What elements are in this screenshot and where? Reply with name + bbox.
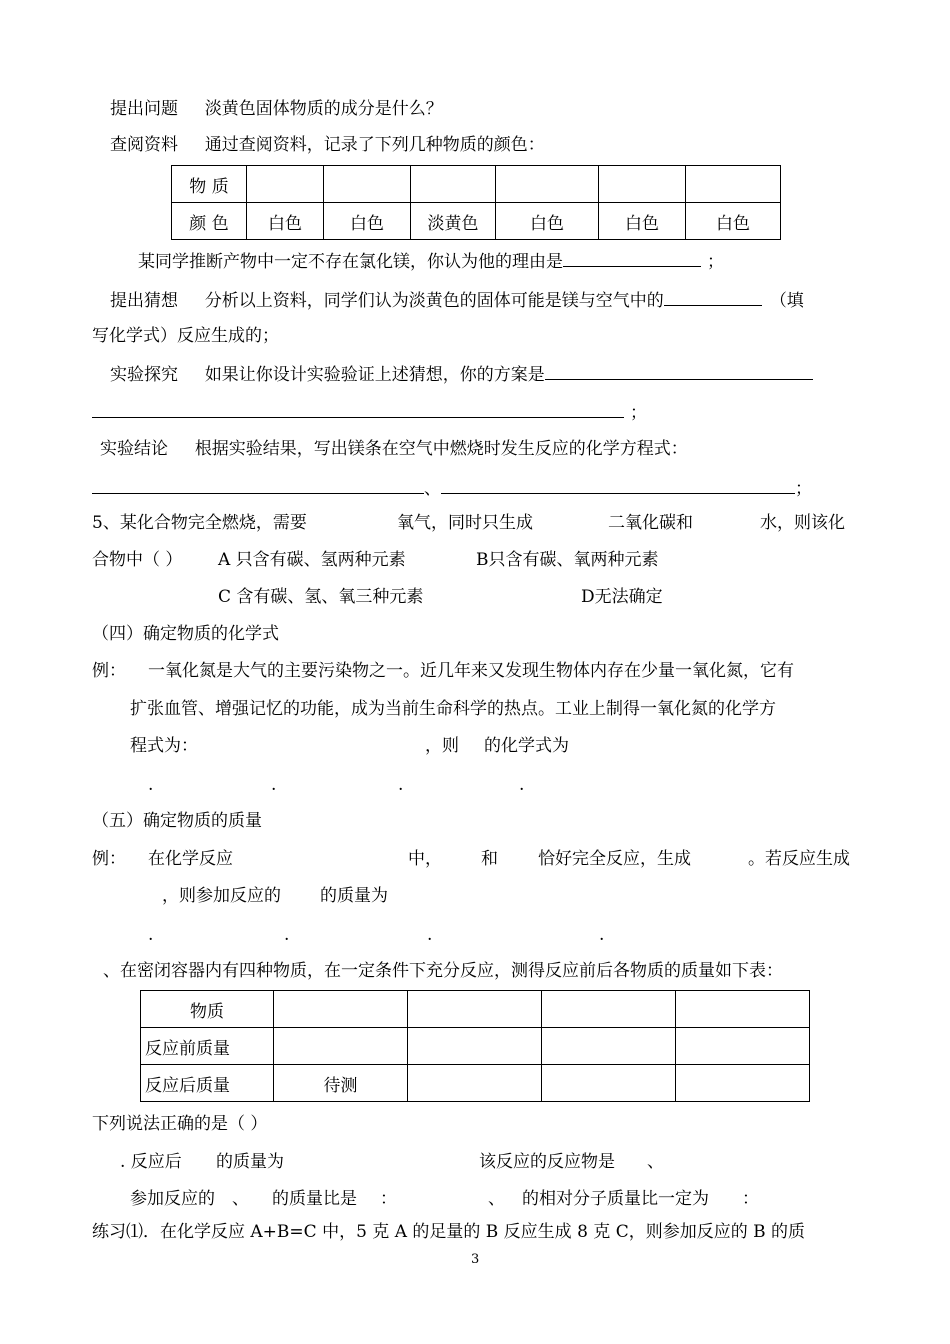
example-label: 例： [92,849,126,869]
table-cell [542,1065,676,1102]
option-dot: . [519,775,525,795]
semicolon: ； [795,479,812,499]
experiment-line [110,362,813,387]
part5-text: 。若反应生成 [748,849,850,869]
part5-text: 在化学反应 [148,849,233,869]
part4-line-2: 扩张血管、增强记忆的功能，成为当前生命科学的热点。工业上制得一氧化氮的化学方 [130,699,776,719]
table-cell [324,166,411,203]
table-cell: 白色 [599,203,686,240]
q6-text: 、 [647,1152,664,1172]
option-dot: . [599,925,605,945]
conclusion-label: 实验结论 [100,439,168,459]
part4-text: 程式为： [130,736,198,756]
part5-text: 和 [481,849,498,869]
q6-question: 下列说法正确的是（ ） [92,1114,268,1134]
option-dot: . [427,925,433,945]
table-cell [686,166,781,203]
q6-text: 的质量为 [216,1152,284,1172]
table-row [141,991,810,1028]
part4-text: 一氧化氮是大气的主要污染物之一。近几年来又发现生物体内存在少量一氧化氮，它有 [148,661,794,681]
table-cell: 待测 [274,1065,408,1102]
q5-text: 氧气，同时只生成 [397,513,533,533]
q6-text: ： [380,1189,397,1209]
q6-text: 参加反应的 [130,1189,215,1209]
table-cell [676,1028,810,1065]
table-cell [408,1028,542,1065]
table-cell [408,991,542,1028]
answer-blank[interactable] [664,288,762,306]
table-cell [411,166,496,203]
table-cell [247,166,324,203]
option-dot: . [148,775,154,795]
table-cell [542,991,676,1028]
guess-label: 提出猜想 [110,291,178,311]
q5-text: 5、某化合物完全燃烧，需要 [92,513,307,533]
ask-label: 提出问题 [110,99,178,119]
table-cell: 反应后质量 [141,1065,274,1102]
q5-text: 二氧化碳和 [608,513,693,533]
experiment-label: 实验探究 [110,365,178,385]
practice-line: 练习⑴．在化学反应 A+B=C 中，5 克 A 的足量的 B 反应生成 8 克 C，则参加反应的 B 的质 [92,1222,806,1242]
part5-heading: （五）确定物质的质量 [92,811,262,831]
conclusion-text: 根据实验结果，写出镁条在空气中燃烧时发生反应的化学方程式： [194,439,688,459]
experiment-line-2 [92,400,647,425]
conclusion-line-2 [92,476,812,501]
experiment-text: 如果让你设计实验验证上述猜想，你的方案是 [204,365,545,385]
table-cell [274,991,408,1028]
infer-line [138,249,724,274]
table-cell [274,1028,408,1065]
table-cell [408,1065,542,1102]
table-cell: 反应前质量 [141,1028,274,1065]
part5-text: 恰好完全反应，生成 [538,849,691,869]
q5-text: 水，则该化 [760,513,845,533]
answer-blank[interactable] [441,476,795,494]
example-label: 例： [92,661,126,681]
page-number: 3 [471,1252,480,1267]
table-cell: 白色 [686,203,781,240]
answer-blank[interactable] [92,400,624,418]
part5-text: 中， [408,849,442,869]
table-cell [676,991,810,1028]
color-table [171,165,781,240]
option-dot: . [284,925,290,945]
option-dot: . [148,925,154,945]
table-cell [496,166,599,203]
q6-text: . 反应后 [120,1152,182,1172]
semicolon: ； [630,403,647,423]
ask-line [110,97,443,121]
table-cell: 白色 [324,203,411,240]
q6-text: 的相对分子质量比一定为 [522,1189,709,1209]
table-row [141,1028,810,1065]
table-cell [599,166,686,203]
q6-text: ： [742,1189,759,1209]
semicolon: ； [707,252,724,272]
q6-text: 、 [488,1189,505,1209]
ask-text: 淡黄色固体物质的成分是什么？ [204,99,443,119]
answer-blank[interactable] [545,362,813,380]
part4-text: 的化学式为 [484,736,569,756]
table-cell [676,1065,810,1102]
table-row [172,166,781,203]
table-row [141,1065,810,1102]
answer-blank[interactable] [92,476,424,494]
option-dot: . [398,775,404,795]
table-cell: 物质 [141,991,274,1028]
table-row [172,203,781,240]
table-cell: 白色 [247,203,324,240]
q5-option-d: D无法确定 [581,587,663,607]
q6-intro: 、在密闭容器内有四种物质，在一定条件下充分反应，测得反应前后各物质的质量如下表： [103,961,783,981]
q5-option-a: A 只含有碳、氢两种元素 [218,550,406,570]
part4-text: ，则 [425,736,459,756]
lookup-text: 通过查阅资料，记录了下列几种物质的颜色： [204,135,545,155]
comma: 、 [424,479,441,499]
mass-table [140,990,810,1102]
conclusion-line [100,437,688,461]
q6-text: 、 [232,1189,249,1209]
guess-line-2: 写化学式）反应生成的； [92,326,279,346]
table-cell: 白色 [496,203,599,240]
lookup-label: 查阅资料 [110,135,178,155]
table-cell: 淡黄色 [411,203,496,240]
table-cell: 物 质 [172,166,247,203]
option-dot: . [271,775,277,795]
infer-text: 某同学推断产物中一定不存在氯化镁，你认为他的理由是 [138,252,563,272]
part4-heading: （四）确定物质的化学式 [92,624,279,644]
guess-tail: （填 [769,291,804,311]
guess-line [110,288,804,313]
table-cell: 颜 色 [172,203,247,240]
q5-text: 合物中（ ） [92,550,183,570]
q5-option-b: B只含有碳、氧两种元素 [476,550,659,570]
lookup-line [110,133,545,157]
part5-text: 的质量为 [320,886,388,906]
q6-text: 的质量比是 [272,1189,357,1209]
answer-blank[interactable] [563,249,701,267]
part5-text: ，则参加反应的 [162,886,281,906]
table-cell [542,1028,676,1065]
q5-option-c: C 含有碳、氢、氧三种元素 [218,587,424,607]
guess-text: 分析以上资料，同学们认为淡黄色的固体可能是镁与空气中的 [204,291,664,311]
q6-text: 该反应的反应物是 [479,1152,615,1172]
